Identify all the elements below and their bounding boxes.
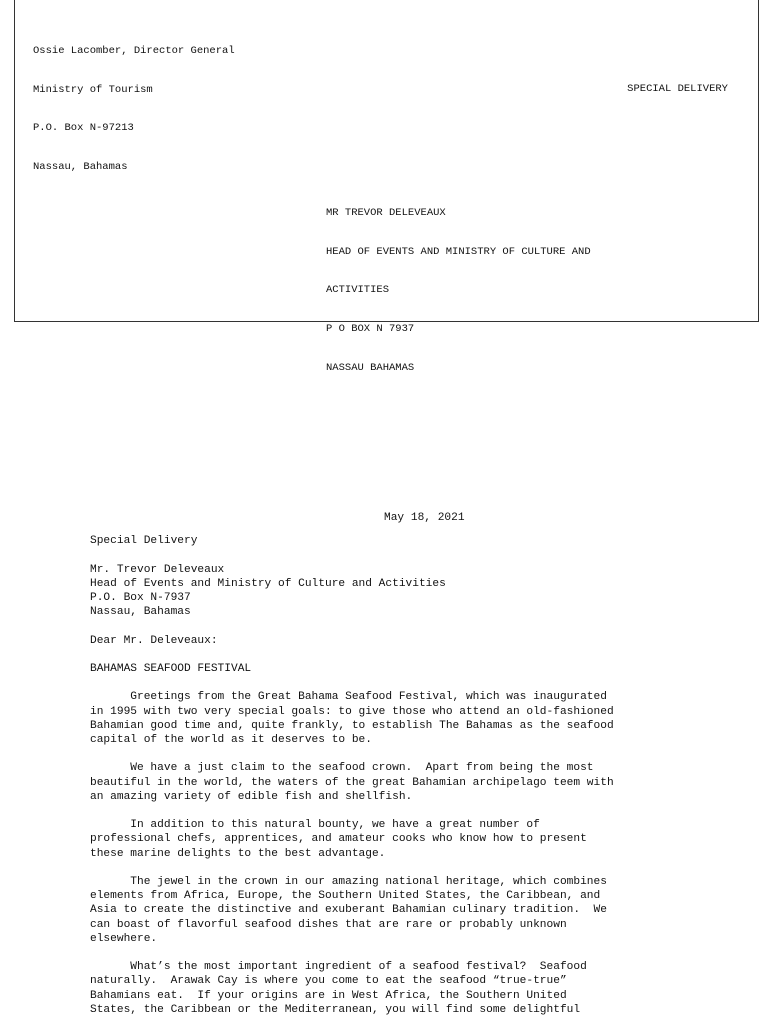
paragraph-line: can boast of flavorful seafood dishes that are rare or probably unknown [90,918,567,931]
sender-address [33,19,235,200]
paragraph-line: beautiful in the world, the waters of the great Bahamian archipelago teem with [90,776,614,789]
paragraph-line: these marine delights to the best advantage. [90,847,386,860]
address-line: Mr. Trevor Deleveaux [90,563,225,576]
paragraph [90,875,690,946]
envelope [14,0,759,374]
sender-line: Ministry of Tourism [33,83,153,96]
recipient-line: HEAD OF EVENTS AND MINISTRY OF CULTURE AND [326,245,591,258]
paragraph-line: In addition to this natural bounty, we have a great number of [90,819,540,832]
paragraph-line: in 1995 with two very special goals: to give those who attend an old-fashioned [90,705,614,718]
sender-line: P.O. Box N-97213 [33,122,134,135]
delivery-notation: Special Delivery [90,535,198,548]
inside-address [90,563,690,620]
paragraph-line: elements from Africa, Europe, the Southern United States, the Caribbean, and [90,890,601,903]
address-line: P.O. Box N-7937 [90,591,191,604]
paragraph-line: professional chefs, apprentices, and amateur cooks who know how to present [90,833,587,846]
address-line: Nassau, Bahamas [90,606,191,619]
paragraph-line: capital of the world as it deserves to be. [90,733,372,746]
paragraph-line: an amazing variety of edible fish and shellfish. [90,790,413,803]
subject-line: BAHAMAS SEAFOOD FESTIVAL [90,662,252,675]
sender-line: Ossie Lacomber, Director General [33,44,235,57]
paragraph [90,761,690,804]
paragraph-line: Bahamians eat. If your origins are in West Africa, the Southern United [90,989,567,1002]
recipient-line: MR TREVOR DELEVEAUX [326,206,446,219]
paragraph-line: Asia to create the distinctive and exuberant Bahamian culinary tradition. We [90,904,607,917]
paragraph-line: naturally. Arawak Cay is where you come to eat the seafood “true-true” [90,975,567,988]
paragraph-line: States, the Caribbean or the Mediterranean, you will find some delightful [90,1003,581,1016]
recipient-line: NASSAU BAHAMAS [326,361,415,374]
recipient-address [326,181,591,400]
letter-body [90,510,690,1017]
recipient-line: P O BOX N 7937 [326,322,415,335]
paragraph-line: elsewhere. [90,932,158,945]
special-delivery-notation: SPECIAL DELIVERY [627,83,728,95]
paragraph-line: What’s the most important ingredient of a seafood festival? Seafood [90,961,587,974]
paragraph [90,818,690,861]
letter-date: May 18, 2021 [384,512,465,524]
address-line: Head of Events and Ministry of Culture and Activities [90,577,446,590]
paragraph [90,960,690,1017]
paragraph [90,690,690,747]
salutation: Dear Mr. Deleveaux: [90,634,218,647]
paragraph-line: We have a just claim to the seafood crown. Apart from being the most [90,762,594,775]
paragraph-line: The jewel in the crown in our amazing national heritage, which combines [90,875,607,888]
sender-line: Nassau, Bahamas [33,160,128,173]
paragraph-line: Greetings from the Great Bahama Seafood Festival, which was inaugurated [90,691,607,704]
paragraph-line: Bahamian good time and, quite frankly, to establish The Bahamas as the seafood [90,719,614,732]
recipient-line: ACTIVITIES [326,284,390,297]
